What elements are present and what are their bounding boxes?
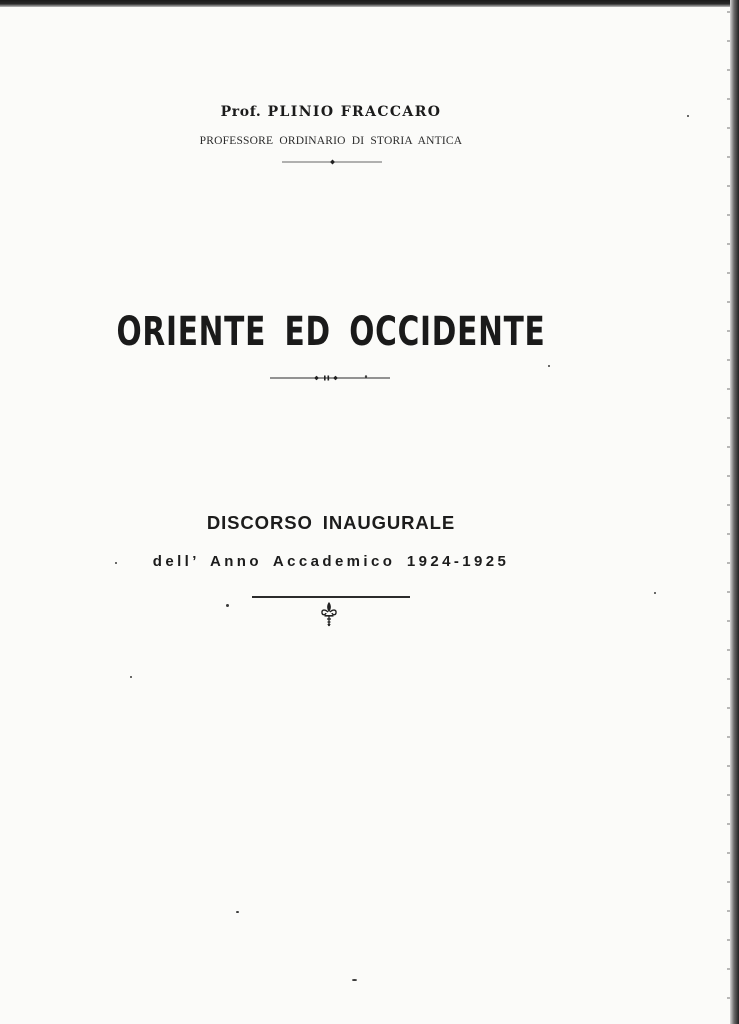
- scan-edge-top: [0, 0, 739, 7]
- document-title: ORIENTE ED OCCIDENTE: [116, 309, 546, 355]
- scan-speck: [226, 604, 229, 607]
- academic-year: dell’ Anno Accademico 1924-1925: [152, 553, 510, 570]
- author-name: PLINIO FRACCARO: [267, 104, 442, 120]
- scan-speck: [687, 115, 689, 117]
- scan-edge-texture: [727, 0, 730, 1024]
- scan-speck: [115, 562, 117, 564]
- horizontal-rule: [252, 596, 410, 598]
- scan-speck: [236, 911, 239, 913]
- scan-speck: [130, 676, 132, 678]
- scan-speck: [654, 592, 656, 594]
- author-role: PROFESSORE ORDINARIO DI STORIA ANTICA: [199, 135, 463, 147]
- scan-speck: [352, 979, 357, 981]
- fleur-de-lis-icon: [317, 600, 341, 628]
- subtitle: DISCORSO INAUGURALE: [206, 512, 456, 533]
- author-line: [0, 104, 662, 120]
- scan-edge-right: [730, 0, 739, 1024]
- diamond-rule-ornament: [282, 157, 382, 167]
- scan-speck: [548, 365, 550, 367]
- author-prefix: Prof.: [220, 104, 262, 120]
- dotted-rule-ornament: [270, 372, 390, 384]
